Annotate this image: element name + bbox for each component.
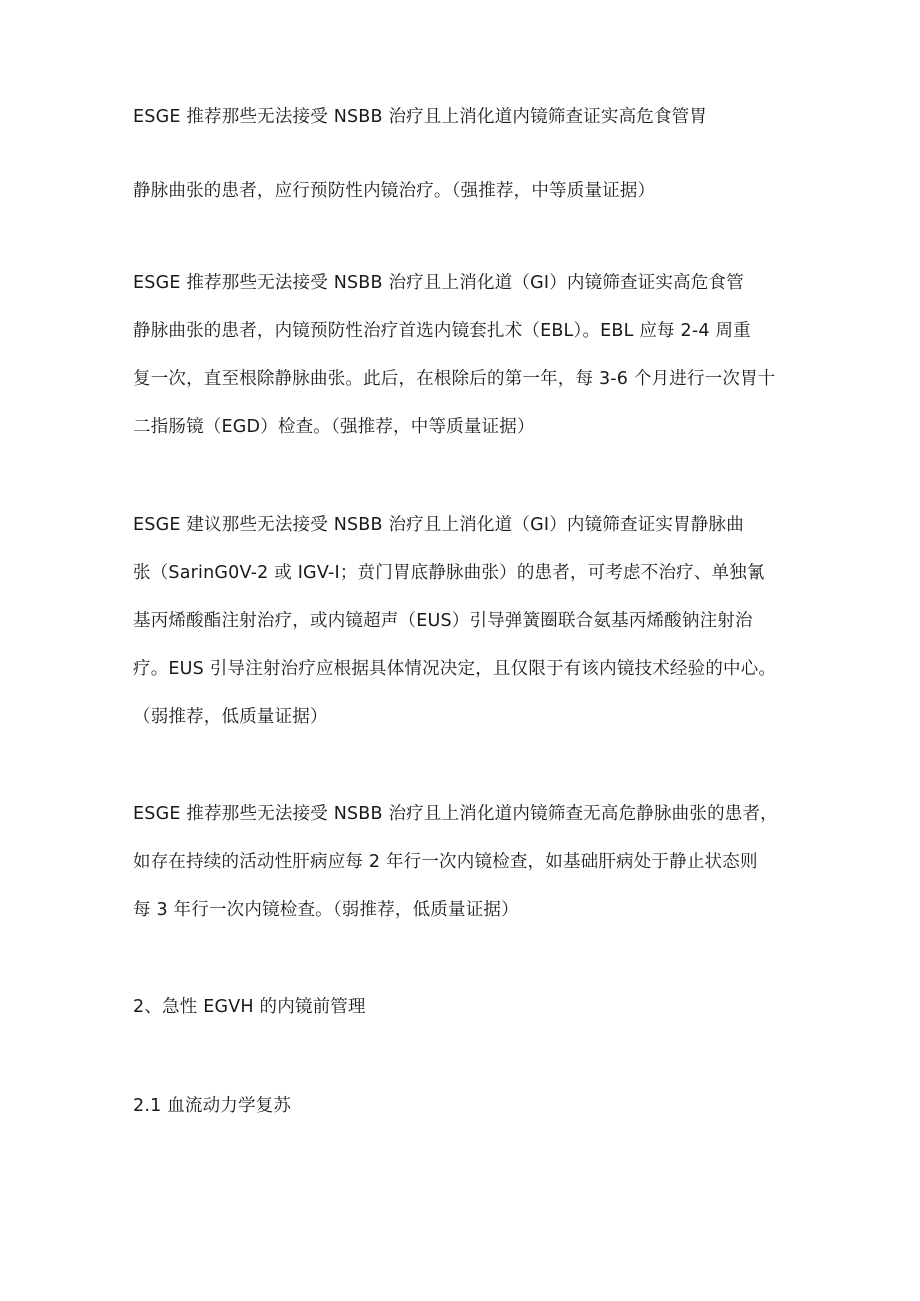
subsection-heading: 2.1 血流动力学复苏: [133, 1096, 292, 1116]
paragraph-line: （弱推荐，低质量证据）: [133, 707, 328, 727]
paragraph-line: 复一次，直至根除静脉曲张。此后，在根除后的第一年，每 3-6 个月进行一次胃十: [133, 369, 776, 389]
paragraph-line: ESGE 推荐那些无法接受 NSBB 治疗且上消化道（GI）内镜筛查证实高危食管: [133, 273, 744, 293]
paragraph-line: 基丙烯酸酯注射治疗，或内镜超声（EUS）引导弹簧圈联合氨基丙烯酸钠注射治: [133, 611, 753, 631]
paragraph-line: 张（SarinG0V-2 或 IGV-I；贲门胃底静脉曲张）的患者，可考虑不治疗、单独氰: [133, 563, 765, 583]
paragraph-line: ESGE 推荐那些无法接受 NSBB 治疗且上消化道内镜筛查无高危静脉曲张的患者，: [133, 804, 778, 824]
paragraph-line: 疗。EUS 引导注射治疗应根据具体情况决定，且仅限于有该内镜技术经验的中心。: [133, 659, 777, 679]
paragraph-line: 如存在持续的活动性肝病应每 2 年行一次内镜检查，如基础肝病处于静止状态则: [133, 852, 758, 872]
paragraph-line: 静脉曲张的患者，应行预防性内镜治疗。（强推荐，中等质量证据）: [133, 181, 656, 201]
paragraph-line: 静脉曲张的患者，内镜预防性治疗首选内镜套扎术（EBL）。EBL 应每 2-4 周重: [133, 321, 751, 341]
paragraph-line: ESGE 推荐那些无法接受 NSBB 治疗且上消化道内镜筛查证实高危食管胃: [133, 107, 708, 127]
paragraph-line: 每 3 年行一次内镜检查。（弱推荐，低质量证据）: [133, 900, 519, 920]
section-heading: 2、急性 EGVH 的内镜前管理: [133, 997, 366, 1017]
paragraph-line: 二指肠镜（EGD）检查。（强推荐，中等质量证据）: [133, 417, 535, 437]
paragraph-line: ESGE 建议那些无法接受 NSBB 治疗且上消化道（GI）内镜筛查证实胃静脉曲: [133, 515, 744, 535]
